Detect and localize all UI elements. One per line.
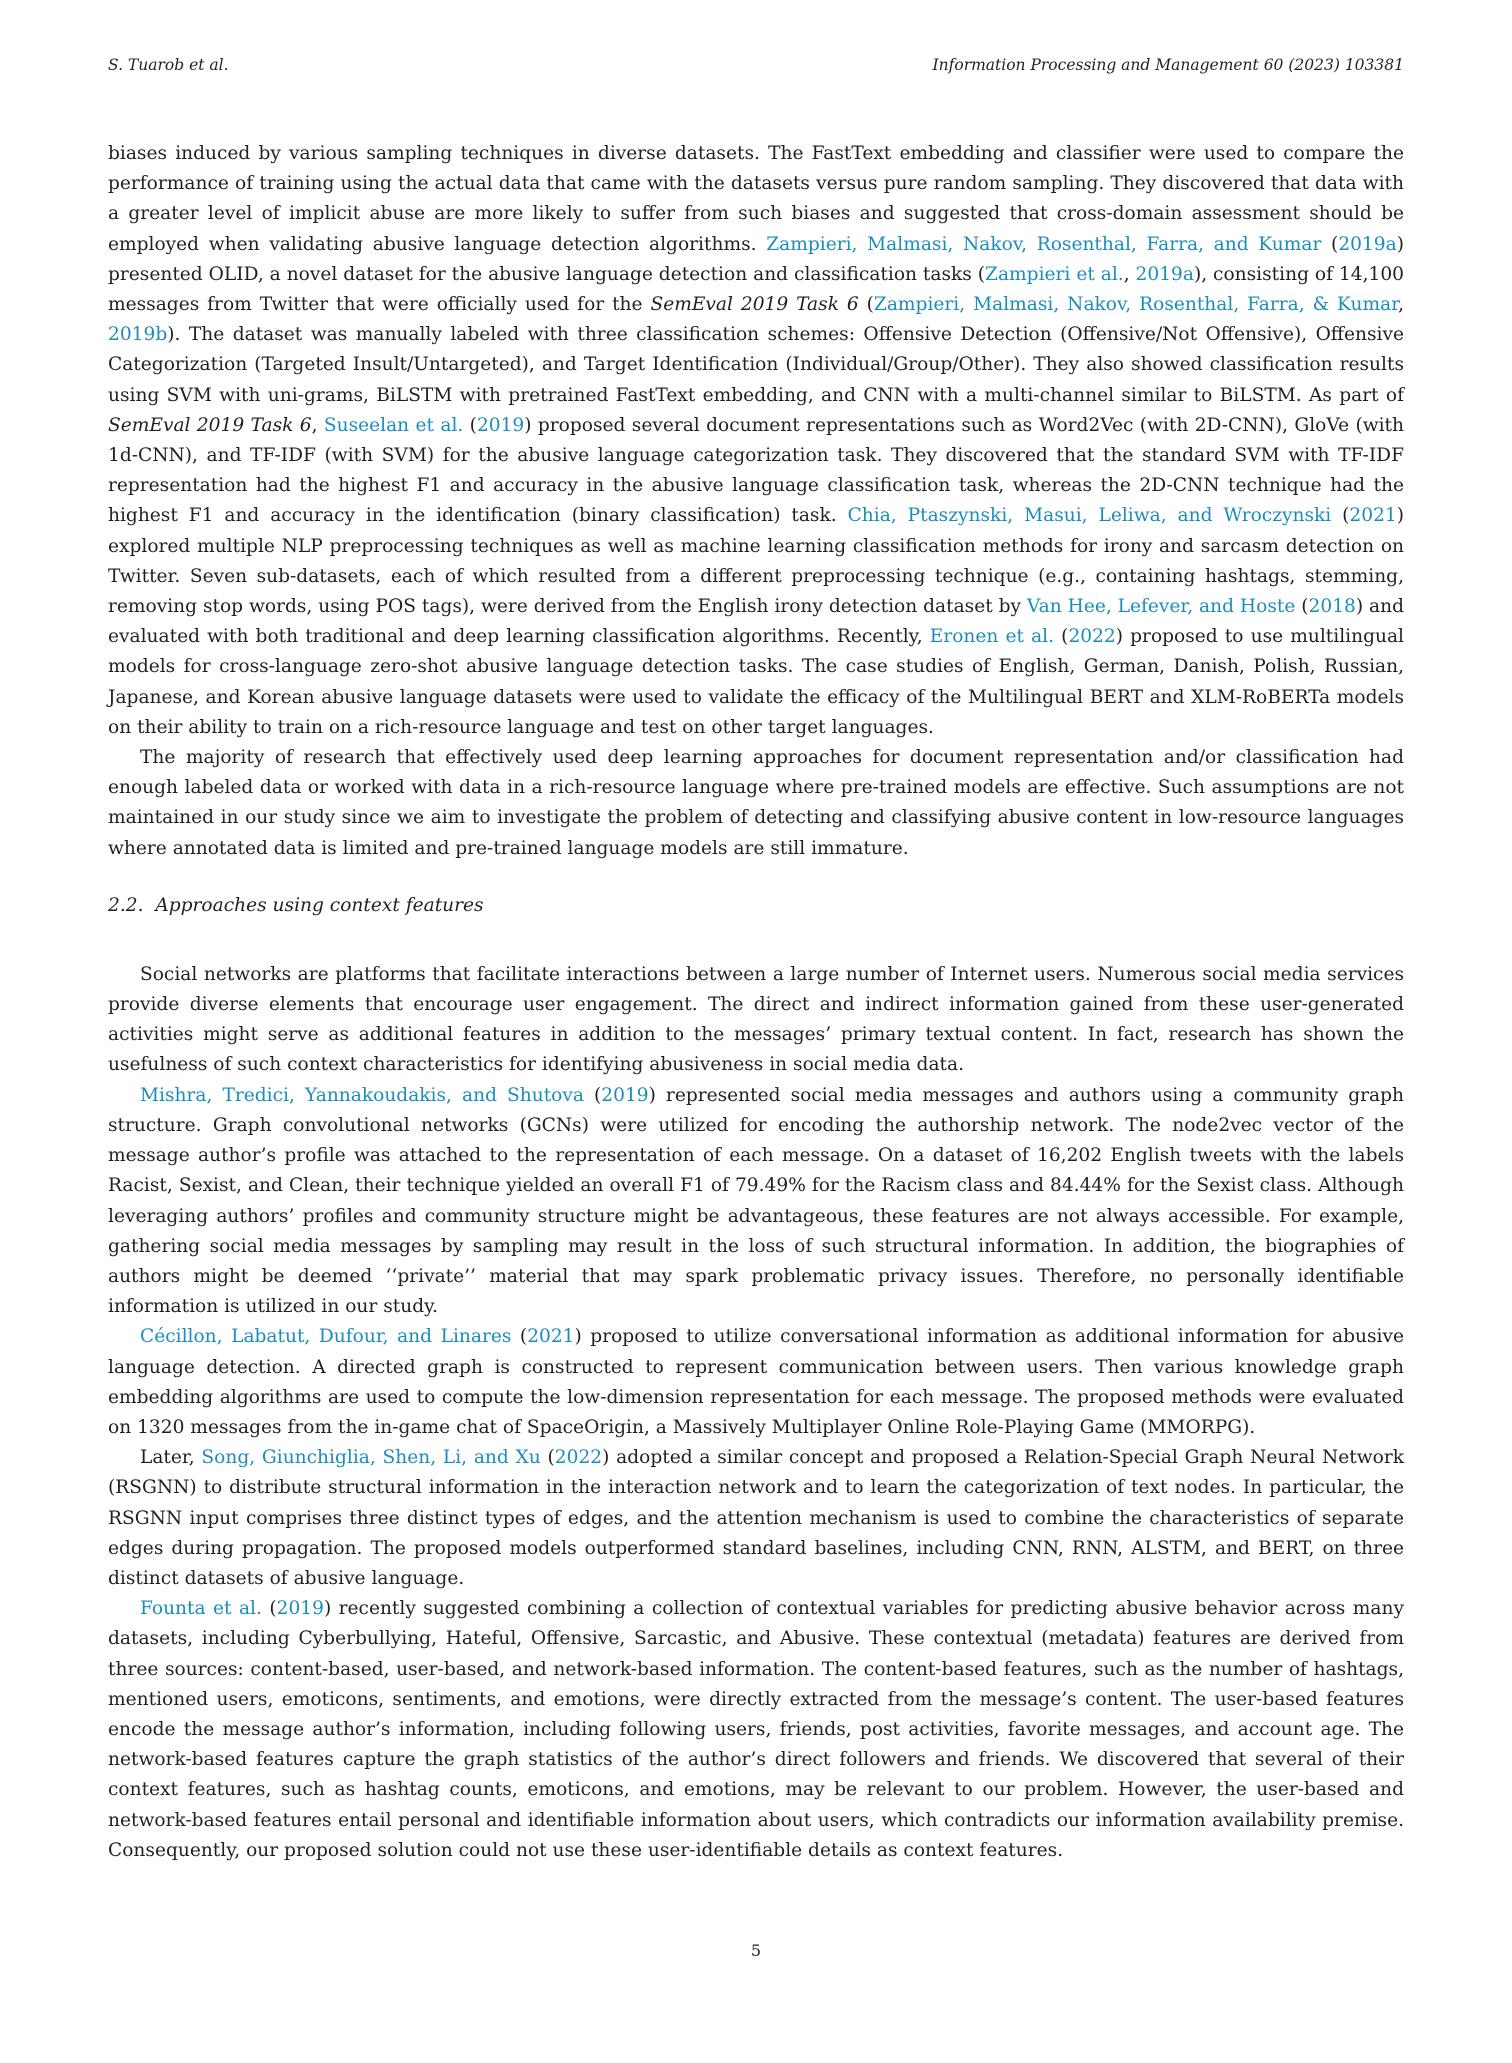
citation-link[interactable]: Founta et al. bbox=[140, 1598, 262, 1620]
text-run: ( bbox=[583, 1084, 602, 1106]
paragraph-1 bbox=[108, 139, 1404, 743]
citation-year-link[interactable]: 2021 bbox=[527, 1326, 575, 1348]
section-spacer bbox=[108, 921, 1404, 960]
text-run: ( bbox=[511, 1326, 528, 1348]
citation-link[interactable]: Mishra, Tredici, Yannakoudakis, and Shutova bbox=[140, 1084, 584, 1106]
citation-link[interactable]: Zampieri, Malmasi, Nakov, Rosenthal, Farra, & Kumar bbox=[873, 294, 1399, 316]
citation-link[interactable]: Suseelan et al. bbox=[323, 414, 464, 436]
text-run: ). The dataset was manually labeled with three classification schemes: Offensive Detection (Offensive/Not Offensive), Offensive Categorization (Targeted Insult/Untargeted), and Target Identification (Individual/Group/Other). They also showed classification results using SVM with uni-grams, BiLSTM with pretrained FastText embedding, and CNN with a multi-channel similar to BiLSTM. As part of bbox=[108, 324, 1404, 406]
text-run: ) proposed to utilize conversational information as additional information for abusive language detection. A directed graph is constructed to represent communication between users. Then various knowledge graph embedding algorithms are used to compute the low-dimension representation for each message. The proposed methods were evaluated on 1320 messages from the in-game chat of SpaceOrigin, a Massively Multiplayer Online Role-Playing Game (MMORPG). bbox=[108, 1326, 1404, 1438]
text-run: ( bbox=[261, 1598, 277, 1620]
text-run: biases induced by various sampling techniques in diverse datasets. The FastText embedding and classifier were used to compare the performance of training using the actual data that came with the datasets versus pure random sampling. They discovered that data with a greater level of implicit abuse are more likely to suffer from such biases and suggested that cross-domain assessment should be employed when validating abusive language detection algorithms. bbox=[108, 143, 1404, 255]
paragraph-7 bbox=[108, 1594, 1404, 1866]
paragraph-4 bbox=[108, 1081, 1404, 1323]
text-run: ) presented OLID, a novel dataset for the abusive language detection and classification tasks ( bbox=[108, 233, 1404, 285]
text-run: ( bbox=[540, 1447, 555, 1469]
text-run: ( bbox=[1054, 626, 1069, 648]
citation-link[interactable]: Cécillon, Labatut, Dufour, and Linares bbox=[140, 1326, 512, 1348]
paragraph-6 bbox=[108, 1443, 1404, 1594]
text-run: ( bbox=[463, 414, 477, 436]
running-header bbox=[108, 56, 1404, 78]
text-run: ) proposed to use multilingual models for cross-language zero-shot abusive language detection tasks. The case studies of English, German, Danish, Polish, Russian, Japanese, and Korean abusive language datasets were used to validate the efficacy of the Multilingual BERT and XLM-RoBERTa models on their ability to train on a rich-resource language and test on other target languages. bbox=[108, 626, 1404, 738]
text-run: ), consisting of 14,100 messages from Twitter that were officially used for the bbox=[108, 263, 1404, 316]
citation-year-link[interactable]: 2019b bbox=[108, 324, 168, 346]
citation-link[interactable]: Van Hee, Lefever, and Hoste bbox=[1026, 596, 1296, 618]
section-title: Approaches using context features bbox=[155, 894, 484, 916]
text-run: ) recently suggested combining a collection of contextual variables for predicting abusive behavior across many datasets, including Cyberbullying, Hateful, Offensive, Sarcastic, and Abusive. These contextual (metadata) features are derived from three sources: content-based, user-based, and network-based information. The content-based features, such as the number of hashtags, mentioned users, emoticons, sentiments, and emotions, were directly extracted from the message’s content. The user-based features encode the message author’s information, including following users, friends, post activities, favorite messages, and account age. The network-based features capture the graph statistics of the author’s direct followers and friends. We discovered that several of their context features, such as hashtag counts, emoticons, and emotions, may be relevant to our problem. However, the user-based and network-based features entail personal and identifiable information about users, which contradicts our information availability premise. Consequently, our proposed solution could not use these user-identifiable details as context features. bbox=[108, 1598, 1404, 1861]
citation-link[interactable]: Eronen et al. bbox=[929, 626, 1055, 648]
citation-year-link[interactable]: 2018 bbox=[1308, 596, 1356, 618]
paragraph-3: Social networks are platforms that facilitate interactions between a large number of Internet users. Numerous social media services provide diverse elements that encourage user engagement. The direct and indirect information gained from these user-generated activities might serve as additional features in addition to the messages’ primary textual content. In fact, research has shown the usefulness of such context characteristics for identifying abusiveness in social media data. bbox=[108, 963, 1404, 1076]
section-heading bbox=[108, 891, 1404, 921]
citation-year-link[interactable]: 2022 bbox=[1068, 626, 1116, 648]
text-run: Later, bbox=[140, 1447, 202, 1469]
italic-text: SemEval 2019 Task 6 bbox=[650, 294, 859, 316]
text-run: ( bbox=[1331, 505, 1350, 527]
citation-link[interactable]: Chia, Ptaszynski, Masui, Leliwa, and Wroczynski bbox=[847, 505, 1332, 527]
text-run: ) adopted a similar concept and proposed a Relation-Special Graph Neural Network (RSGNN) to distribute structural information in the interaction network and to learn the categorization of text nodes. In particular, the RSGNN input comprises three distinct types of edges, and the attention mechanism is used to combine the characteristics of separate edges during propagation. The proposed models outperformed standard baselines, including CNN, RNN, ALSTM, and BERT, on three distinct datasets of abusive language. bbox=[108, 1447, 1404, 1589]
section-number: 2.2. bbox=[108, 894, 144, 916]
text-run: ( bbox=[858, 294, 874, 316]
citation-link[interactable]: Zampieri et al. bbox=[985, 263, 1124, 285]
text-run: ) explored multiple NLP preprocessing techniques as well as machine learning classification methods for irony and sarcasm detection on Twitter. Seven sub-datasets, each of which resulted from a different preprocessing technique (e.g., containing hashtags, stemming, removing stop words, using POS tags), were derived from the English irony detection dataset by bbox=[108, 505, 1404, 618]
citation-year-link[interactable]: 2019a bbox=[1135, 263, 1194, 285]
paragraph-2: The majority of research that effectively used deep learning approaches for document representation and/or classification had enough labeled data or worked with data in a rich-resource language where pre-trained models are effective. Such assumptions are not maintained in our study since we aim to investigate the problem of detecting and classifying abusive content in low-resource languages where annotated data is limited and pre-trained language models are still immature. bbox=[108, 747, 1404, 859]
citation-link[interactable]: Song, Giunchiglia, Shen, Li, and Xu bbox=[201, 1447, 541, 1469]
citation-year-link[interactable]: 2019a bbox=[1338, 233, 1397, 255]
text-run: ) and evaluated with both traditional and deep learning classification algorithms. Recently, bbox=[108, 596, 1404, 648]
citation-link[interactable]: Zampieri, Malmasi, Nakov, Rosenthal, Farra, and Kumar bbox=[766, 233, 1322, 255]
article-body bbox=[108, 139, 1404, 1866]
page-number: 5 bbox=[750, 1941, 762, 1960]
header-authors: S. Tuarob et al. bbox=[108, 56, 229, 74]
citation-year-link[interactable]: 2021 bbox=[1349, 505, 1397, 527]
text-run: , bbox=[311, 414, 324, 436]
italic-text: SemEval 2019 Task 6 bbox=[108, 414, 312, 436]
citation-year-link[interactable]: 2019 bbox=[276, 1598, 324, 1620]
text-run: ( bbox=[1295, 596, 1309, 618]
citation-year-link[interactable]: 2019 bbox=[601, 1084, 649, 1106]
text-run: ( bbox=[1321, 233, 1339, 255]
text-run: ) represented social media messages and authors using a community graph structure. Graph convolutional networks (GCNs) were utilized for encoding the authorship network. The node2vec vector of the message author’s profile was attached to the representation of each message. On a dataset of 16,202 English tweets with the labels Racist, Sexist, and Clean, their technique yielded an overall F1 of 79.49% for the Racism class and 84.44% for the Sexist class. Although leveraging authors’ profiles and community structure might be advantageous, these features are not always accessible. For example, gathering social media messages by sampling may result in the loss of such structural information. In addition, the biographies of authors might be deemed ‘‘private’’ material that may spark problematic privacy issues. Therefore, no personally identifiable information is utilized in our study. bbox=[108, 1084, 1404, 1318]
citation-year-link[interactable]: 2022 bbox=[554, 1447, 603, 1469]
paragraph-5 bbox=[108, 1322, 1404, 1443]
header-journal: Information Processing and Management 60 (2023) 103381 bbox=[932, 56, 1404, 74]
text-run: , bbox=[1123, 263, 1136, 285]
text-run: ) proposed several document representations such as Word2Vec (with 2D-CNN), GloVe (with 1d-CNN), and TF-IDF (with SVM) for the abusive language categorization task. They discovered that the standard SVM with TF-IDF representation had the highest F1 and accuracy in the abusive language classification task, whereas the 2D-CNN technique had the highest F1 and accuracy in the identification (binary classification) task. bbox=[108, 414, 1405, 527]
text-run: , bbox=[1398, 294, 1404, 316]
citation-year-link[interactable]: 2019 bbox=[476, 414, 525, 436]
